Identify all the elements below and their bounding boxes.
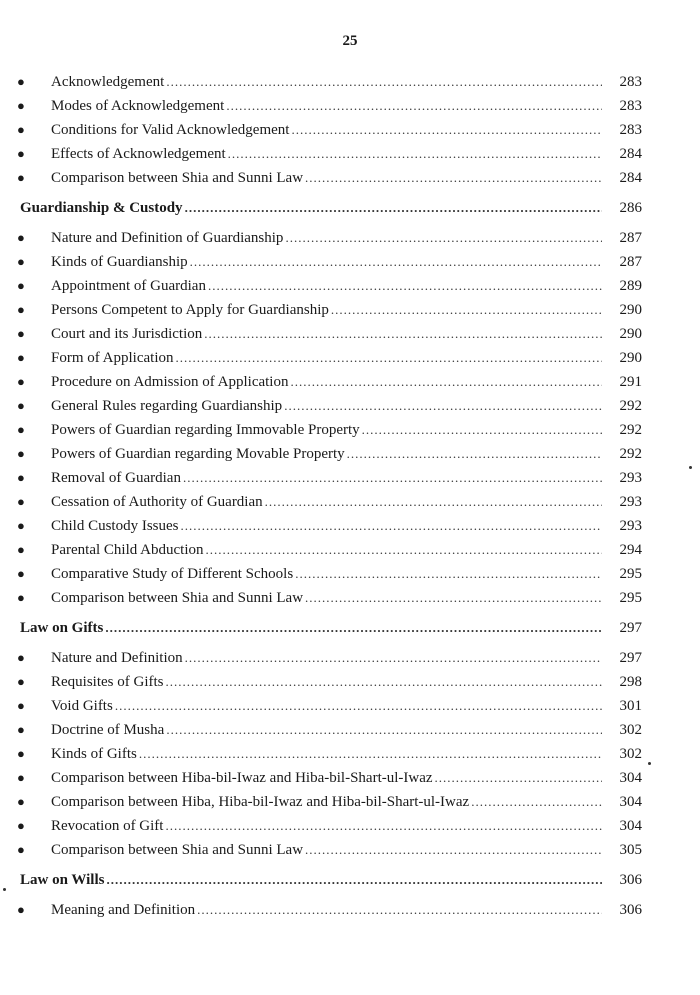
bullet-icon: ●	[17, 374, 25, 389]
toc-entry-page: 289	[619, 278, 642, 294]
dot-leader	[185, 196, 602, 220]
toc-entry	[0, 538, 700, 562]
bullet-icon: ●	[17, 422, 25, 437]
dot-leader	[176, 346, 603, 370]
toc-entry-title: Guardianship & Custody	[20, 200, 183, 216]
toc-entry-title: Nature and Definition	[51, 650, 183, 666]
toc-entry-title: Requisites of Gifts	[51, 674, 164, 690]
toc-entry-page: 297	[619, 650, 642, 666]
bullet-icon: ●	[17, 122, 25, 137]
toc-entry-title: Persons Competent to Apply for Guardianship	[51, 302, 329, 318]
scan-speck	[3, 888, 6, 891]
dot-leader	[265, 490, 602, 514]
toc-entry-page: 284	[619, 170, 642, 186]
toc-entry	[0, 322, 700, 346]
toc-entry-title: Comparison between Shia and Sunni Law	[51, 842, 304, 858]
dot-leader	[181, 514, 602, 538]
toc-entry-title: Doctrine of Musha	[51, 722, 165, 738]
bullet-icon: ●	[17, 746, 25, 761]
toc-entry	[0, 694, 700, 718]
toc-entry-title: Powers of Guardian regarding Movable Property	[51, 446, 345, 462]
scan-speck	[689, 466, 692, 469]
toc-entry	[0, 142, 700, 166]
dot-leader	[291, 118, 602, 142]
toc-entry-page: 293	[619, 470, 642, 486]
toc-entry	[0, 670, 700, 694]
toc-entry-title: Meaning and Definition	[51, 902, 196, 918]
toc-entry	[0, 586, 700, 610]
dot-leader	[331, 298, 602, 322]
toc-entry-title: Comparison between Shia and Sunni Law	[51, 590, 304, 606]
toc-heading	[0, 616, 700, 640]
toc-heading	[0, 868, 700, 892]
page-number: 25	[342, 33, 358, 49]
toc-entry	[0, 250, 700, 274]
bullet-icon: ●	[17, 722, 25, 737]
toc-entry	[0, 94, 700, 118]
toc-entry-page: 298	[619, 674, 642, 690]
toc-entry-title: General Rules regarding Guardianship	[51, 398, 283, 414]
bullet-icon: ●	[17, 446, 25, 461]
dot-leader	[305, 166, 602, 190]
toc-entry-page: 304	[619, 794, 642, 810]
bullet-icon: ●	[17, 350, 25, 365]
bullet-icon: ●	[17, 842, 25, 857]
bullet-icon: ●	[17, 230, 25, 245]
dot-leader	[106, 868, 602, 892]
bullet-icon: ●	[17, 170, 25, 185]
dot-leader	[105, 616, 602, 640]
toc-heading	[0, 196, 700, 220]
toc-entry-title: Comparative Study of Different Schools	[51, 566, 294, 582]
toc-entry-title: Law on Wills	[20, 872, 105, 888]
dot-leader	[347, 442, 602, 466]
bullet-icon: ●	[17, 278, 25, 293]
dot-leader	[166, 670, 603, 694]
toc-entry-page: 305	[619, 842, 642, 858]
toc-entry	[0, 898, 700, 922]
bullet-icon: ●	[17, 470, 25, 485]
dot-leader	[197, 898, 602, 922]
toc-entry-page: 293	[619, 518, 642, 534]
toc-entry-page: 291	[619, 374, 642, 390]
toc-entry	[0, 166, 700, 190]
toc-entry-title: Powers of Guardian regarding Immovable Property	[51, 422, 360, 438]
toc-entry-title: Kinds of Guardianship	[51, 254, 188, 270]
toc-entry-page: 295	[619, 590, 642, 606]
toc-entry-page: 284	[619, 146, 642, 162]
toc-entry-title: Removal of Guardian	[51, 470, 181, 486]
toc-entry	[0, 514, 700, 538]
toc-entry-title: Comparison between Hiba-bil-Iwaz and Hiba-bil-Shart-ul-Iwaz	[51, 770, 433, 786]
toc-entry-title: Court and its Jurisdiction	[51, 326, 203, 342]
toc-entry	[0, 766, 700, 790]
dot-leader	[165, 814, 602, 838]
toc-entry-page: 295	[619, 566, 642, 582]
dot-leader	[305, 586, 602, 610]
toc-entry-title: Effects of Acknowledgement	[51, 146, 226, 162]
toc-entry-page: 304	[619, 770, 642, 786]
bullet-icon: ●	[17, 590, 25, 605]
dot-leader	[290, 370, 602, 394]
dot-leader	[471, 790, 602, 814]
bullet-icon: ●	[17, 518, 25, 533]
toc-entry	[0, 70, 700, 94]
toc-entry-title: Parental Child Abduction	[51, 542, 204, 558]
toc-entry-title: Appointment of Guardian	[51, 278, 206, 294]
bullet-icon: ●	[17, 98, 25, 113]
bullet-icon: ●	[17, 794, 25, 809]
toc-entry	[0, 346, 700, 370]
toc-entry-title: Void Gifts	[51, 698, 113, 714]
toc-entry	[0, 562, 700, 586]
toc-entry-title: Comparison between Hiba, Hiba-bil-Iwaz and Hiba-bil-Shart-ul-Iwaz	[51, 794, 470, 810]
toc-entry-title: Revocation of Gift	[51, 818, 164, 834]
toc-entry	[0, 646, 700, 670]
toc-entry-title: Conditions for Valid Acknowledgement	[51, 122, 290, 138]
toc-entry-page: 292	[619, 398, 642, 414]
bullet-icon: ●	[17, 398, 25, 413]
bullet-icon: ●	[17, 302, 25, 317]
toc-entry-page: 290	[619, 302, 642, 318]
dot-leader	[226, 94, 602, 118]
dot-leader	[228, 142, 602, 166]
bullet-icon: ●	[17, 254, 25, 269]
toc-entry-page: 283	[619, 74, 642, 90]
dot-leader	[295, 562, 602, 586]
bullet-icon: ●	[17, 674, 25, 689]
toc-entry	[0, 418, 700, 442]
dot-leader	[435, 766, 602, 790]
bullet-icon: ●	[17, 902, 25, 917]
toc-entry-title: Form of Application	[51, 350, 174, 366]
dot-leader	[205, 538, 602, 562]
toc-entry-title: Law on Gifts	[20, 620, 104, 636]
toc-entry	[0, 466, 700, 490]
toc-entry-page: 294	[619, 542, 642, 558]
dot-leader	[208, 274, 602, 298]
toc-entry	[0, 118, 700, 142]
dot-leader	[285, 226, 602, 250]
toc-entry-page: 290	[619, 326, 642, 342]
toc-entry	[0, 298, 700, 322]
bullet-icon: ●	[17, 770, 25, 785]
toc-entry-page: 290	[619, 350, 642, 366]
toc-entry-page: 287	[619, 230, 642, 246]
toc-entry-page: 287	[619, 254, 642, 270]
toc-entry-page: 286	[619, 200, 642, 216]
toc-entry-page: 297	[619, 620, 642, 636]
dot-leader	[362, 418, 602, 442]
bullet-icon: ●	[17, 698, 25, 713]
dot-leader	[183, 466, 602, 490]
toc-entry-page: 306	[619, 902, 642, 918]
dot-leader	[204, 322, 602, 346]
toc-entry	[0, 274, 700, 298]
toc-entry-title: Child Custody Issues	[51, 518, 179, 534]
toc-entry-title: Comparison between Shia and Sunni Law	[51, 170, 304, 186]
toc-entry-page: 283	[619, 98, 642, 114]
scan-speck	[648, 762, 651, 765]
bullet-icon: ●	[17, 542, 25, 557]
bullet-icon: ●	[17, 74, 25, 89]
toc-entry-page: 302	[619, 722, 642, 738]
toc-entry	[0, 394, 700, 418]
dot-leader	[166, 718, 602, 742]
toc-entry-page: 292	[619, 422, 642, 438]
toc-entry	[0, 442, 700, 466]
toc-entry-page: 306	[619, 872, 642, 888]
dot-leader	[139, 742, 602, 766]
toc-entry	[0, 226, 700, 250]
dot-leader	[166, 70, 602, 94]
bullet-icon: ●	[17, 326, 25, 341]
toc-entry	[0, 790, 700, 814]
toc-entry	[0, 490, 700, 514]
toc-entry	[0, 814, 700, 838]
toc-entry-title: Cessation of Authority of Guardian	[51, 494, 263, 510]
bullet-icon: ●	[17, 650, 25, 665]
bullet-icon: ●	[17, 146, 25, 161]
toc-entry-title: Modes of Acknowledgement	[51, 98, 225, 114]
toc-entry-page: 302	[619, 746, 642, 762]
toc-entry-page: 293	[619, 494, 642, 510]
dot-leader	[284, 394, 602, 418]
toc-entry-title: Kinds of Gifts	[51, 746, 137, 762]
toc-entry-page: 292	[619, 446, 642, 462]
bullet-icon: ●	[17, 818, 25, 833]
dot-leader	[190, 250, 602, 274]
toc-entry-title: Procedure on Admission of Application	[51, 374, 289, 390]
toc-entry	[0, 718, 700, 742]
toc-entry-page: 283	[619, 122, 642, 138]
toc-entry-page: 304	[619, 818, 642, 834]
toc-entry-page: 301	[619, 698, 642, 714]
toc-entry	[0, 370, 700, 394]
toc-entry-title: Nature and Definition of Guardianship	[51, 230, 284, 246]
toc-entry-title: Acknowledgement	[51, 74, 165, 90]
dot-leader	[305, 838, 602, 862]
dot-leader	[115, 694, 602, 718]
toc-entry	[0, 838, 700, 862]
dot-leader	[185, 646, 602, 670]
bullet-icon: ●	[17, 494, 25, 509]
bullet-icon: ●	[17, 566, 25, 581]
toc-entry	[0, 742, 700, 766]
